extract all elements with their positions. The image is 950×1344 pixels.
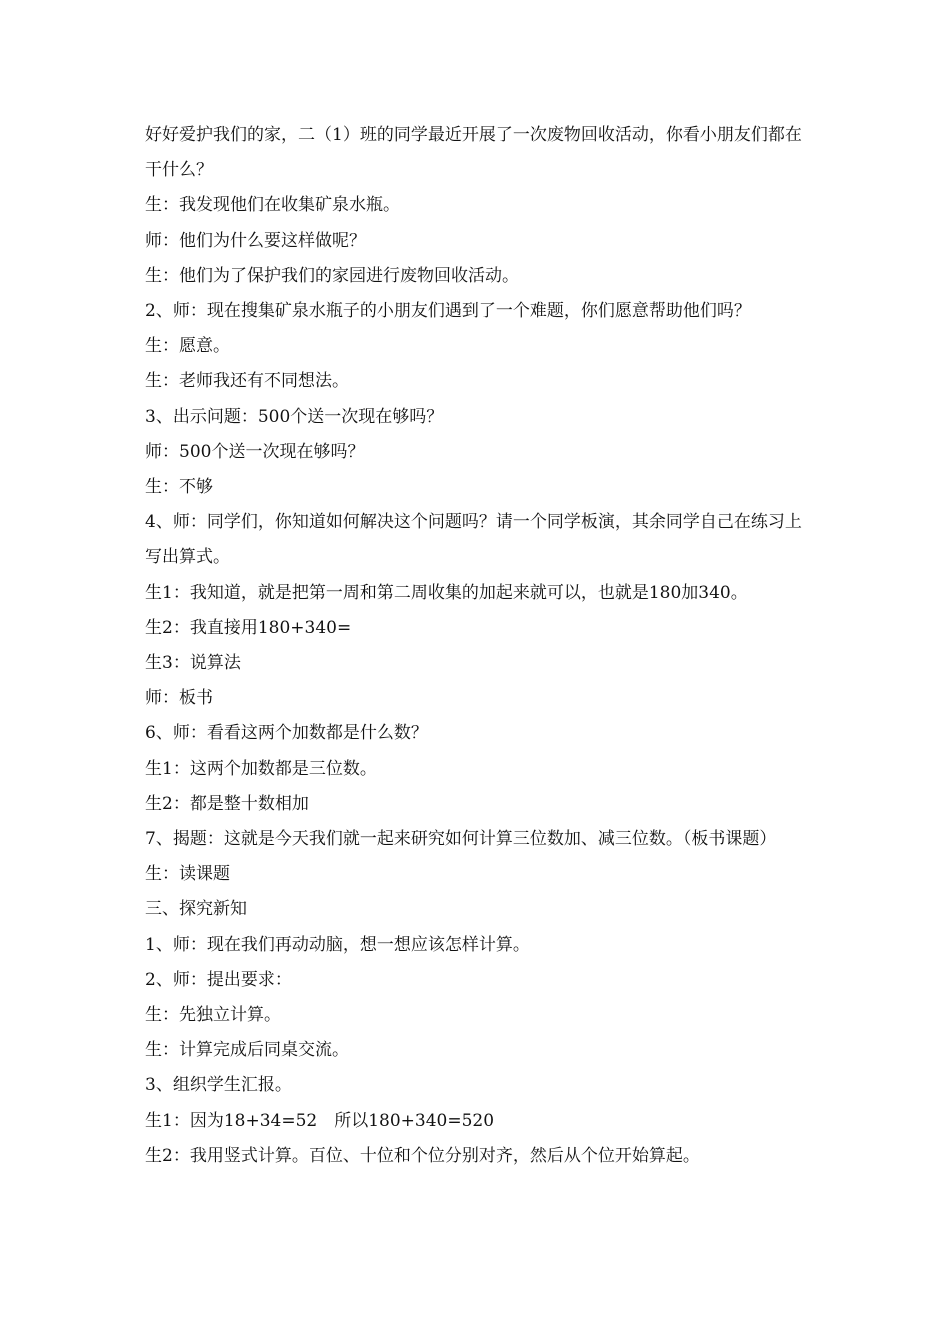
paragraph: 生：我发现他们在收集矿泉水瓶。 (145, 195, 400, 216)
paragraph: 3、组织学生汇报。 (145, 1075, 292, 1096)
paragraph: 生1：这两个加数都是三位数。 (145, 758, 377, 779)
paragraph: 2、师：提出要求： (145, 969, 292, 990)
paragraph: 师：板书 (145, 688, 213, 709)
paragraph: 师：他们为什么要这样做呢？ (145, 230, 366, 251)
paragraph: 生1：我知道，就是把第一周和第二周收集的加起来就可以，也就是180加340。 (145, 582, 748, 603)
paragraph: 1、师：现在我们再动动脑，想一想应该怎样计算。 (145, 934, 530, 955)
section-heading: 三、探究新知 (145, 899, 247, 920)
paragraph: 生：先独立计算。 (145, 1005, 281, 1026)
paragraph: 生3：说算法 (145, 653, 241, 674)
paragraph: 生：读课题 (145, 864, 230, 885)
paragraph: 生1：因为18+34=52 所以180+340=520 (145, 1110, 495, 1131)
paragraph: 生：不够 (145, 477, 213, 498)
paragraph: 生：老师我还有不同想法。 (145, 371, 349, 392)
paragraph: 生：愿意。 (145, 336, 230, 357)
paragraph: 6、师：看看这两个加数都是什么数？ (145, 723, 428, 744)
paragraph: 生：计算完成后同桌交流。 (145, 1040, 349, 1061)
document-body (145, 118, 810, 1174)
paragraph: 生2：我直接用180+340= (145, 617, 352, 638)
paragraph: 3、出示问题：500个送一次现在够吗？ (145, 406, 444, 427)
paragraph: 生2：都是整十数相加 (145, 793, 309, 814)
paragraph: 生2：我用竖式计算。百位、十位和个位分别对齐，然后从个位开始算起。 (145, 1145, 700, 1166)
paragraph: 好好爱护我们的家，二（1）班的同学最近开展了一次废物回收活动，你看小朋友们都在干什么？ (145, 125, 802, 181)
paragraph: 4、师：同学们，你知道如何解决这个问题吗？请一个同学板演，其余同学自己在练习上写出算式。 (145, 512, 802, 568)
paragraph: 7、揭题：这就是今天我们就一起来研究如何计算三位数加、减三位数。（板书课题） (145, 829, 777, 850)
paragraph: 2、师：现在搜集矿泉水瓶子的小朋友们遇到了一个难题，你们愿意帮助他们吗？ (145, 301, 751, 322)
paragraph: 师：500个送一次现在够吗？ (145, 441, 365, 462)
paragraph: 生：他们为了保护我们的家园进行废物回收活动。 (145, 265, 519, 286)
